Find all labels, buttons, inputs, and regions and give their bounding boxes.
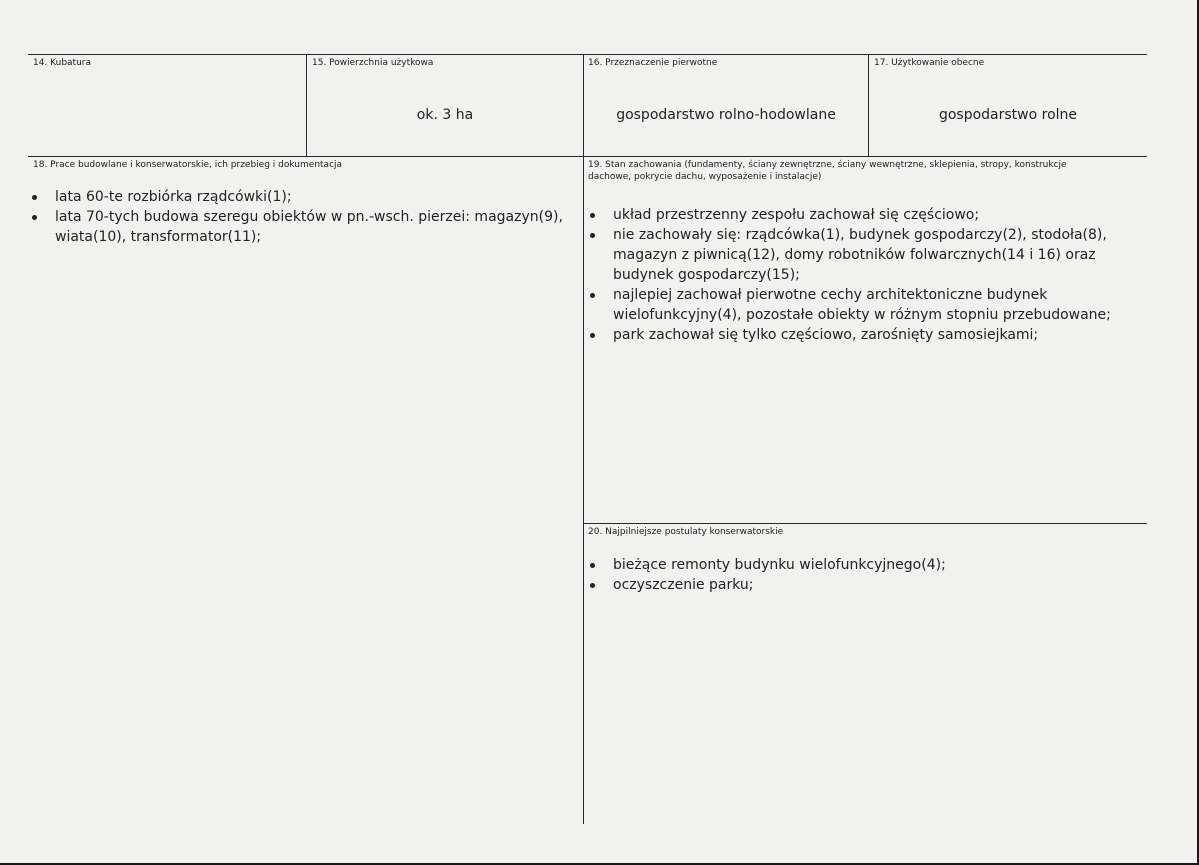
bullet-icon [590, 233, 595, 238]
list-item [586, 205, 1126, 225]
bullet-icon [590, 293, 595, 298]
field-18-list [28, 187, 573, 247]
top-border [28, 54, 1147, 55]
field-20-list [586, 555, 1126, 595]
list-item-text: najlepiej zachował pierwotne cechy architektoniczne budynek wielofunkcyjny(4), pozostałe obiekty w różnym stopniu przebudowane; [613, 287, 1111, 323]
bullet-icon [590, 333, 595, 338]
field-16-label: 16. Przeznaczenie pierwotne [588, 58, 718, 68]
list-item-text: nie zachowały się: rządcówka(1), budynek gospodarczy(2), stodoła(8), magazyn z piwnicą(12), domy robotników folwarcznych(14 i 16) oraz budynek gospodarczy(15); [613, 227, 1107, 283]
list-item-text: lata 70-tych budowa szeregu obiektów w pn.-wsch. pierzei: magazyn(9), wiata(10), transformator(11); [55, 209, 563, 245]
field-18-label: 18. Prace budowlane i konserwatorskie, ich przebieg i dokumentacja [33, 160, 343, 170]
list-item-text: lata 60-te rozbiórka rządcówki(1); [55, 189, 292, 205]
field-15-value: ok. 3 ha [416, 107, 474, 123]
list-item-text: park zachował się tylko częściowo, zarośnięty samosiejkami; [613, 327, 1039, 343]
field-15-label: 15. Powierzchnia użytkowa [312, 58, 434, 68]
field-16-value: gospodarstwo rolno-hodowlane [616, 107, 836, 123]
col-divider-main [583, 54, 584, 824]
list-item-text: układ przestrzenny zespołu zachował się częściowo; [613, 207, 980, 223]
bullet-icon [590, 213, 595, 218]
field-14-label: 14. Kubatura [33, 58, 92, 68]
list-item-text: oczyszczenie parku; [613, 577, 754, 593]
list-item [28, 187, 573, 207]
list-item [28, 207, 573, 247]
bullet-icon [32, 195, 37, 200]
list-item [586, 575, 1126, 595]
field-20-label: 20. Najpilniejsze postulaty konserwatorskie [588, 527, 784, 537]
list-item [586, 225, 1126, 285]
field-17-value: gospodarstwo rolne [938, 107, 1078, 123]
field-19-label: 19. Stan zachowania (fundamenty, ściany zewnętrzne, ściany wewnętrzne, sklepienia, stropy, konstrukcje dachowe, pokrycie dachu, wyposażenie i instalacje) [588, 160, 1067, 182]
row-divider [28, 156, 1147, 157]
field-17-label: 17. Użytkowanie obecne [874, 58, 985, 68]
section-divider-20 [583, 523, 1147, 524]
bullet-icon [32, 215, 37, 220]
bullet-icon [590, 563, 595, 568]
list-item [586, 325, 1126, 345]
list-item [586, 555, 1126, 575]
bullet-icon [590, 583, 595, 588]
list-item-text: bieżące remonty budynku wielofunkcyjnego(4); [613, 557, 946, 573]
field-19-list [586, 205, 1126, 345]
list-item [586, 285, 1126, 325]
